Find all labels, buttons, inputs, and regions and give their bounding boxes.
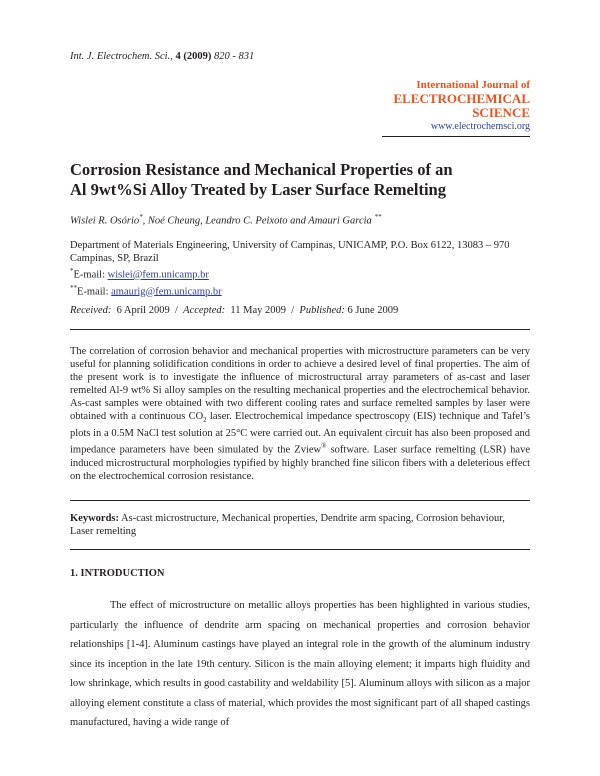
- keywords-bottom-rule: [70, 549, 530, 550]
- journal-divider: [382, 136, 530, 137]
- affiliation-address: Department of Materials Engineering, University of Campinas, UNICAMP, P.O. Box 6122, 13083 – 970 Campinas, SP, Brazil: [70, 240, 510, 264]
- email-link-1[interactable]: wislei@fem.unicamp.br: [107, 269, 209, 281]
- paper-title: Corrosion Resistance and Mechanical Properties of an Al 9wt%Si Alloy Treated by Laser Surface Remelting: [70, 160, 453, 199]
- journal-logo: [393, 78, 530, 132]
- corresponding-email-2: **E-mail: amaurig@fem.unicamp.br: [70, 283, 222, 297]
- corresponding-email-1: *E-mail: wislei@fem.unicamp.br: [70, 267, 209, 281]
- email-link-2[interactable]: amaurig@fem.unicamp.br: [111, 286, 222, 297]
- publication-dates: Received: 6 April 2009 / Accepted: 11 May 2009 / Published: 6 June 2009: [70, 305, 399, 316]
- journal-name-line2: ELECTROCHEMICAL: [393, 91, 530, 106]
- journal-name-line1: International Journal of: [416, 79, 530, 91]
- keywords: Keywords: As-cast microstructure, Mechanical properties, Dendrite arm spacing, Corrosion behaviour, Laser remelting: [70, 513, 505, 537]
- abstract-text: The correlation of corrosion behavior and mechanical properties with microstructure parameters can be very useful for planning solidification conditions in order to achieve a desired level of final properties. The aim of the present work is to investigate the influence of microstructural array parameters of as-cast and laser remelted Al-9 wt% Si alloy samples on the resulting mechanical properties and the electrochemical behavior. As-cast samples were obtained with two different cooling rates and surface remelted samples by laser were obtained with a continuous $CO_2$ laser. Electrochemical impedance spectroscopy (EIS) technique and Tafel’s plots in a 0.5M NaCl test solution at 25°C were carried out. An equivalent circuit has also been proposed and impedance parameters have been simulated by the Zview® software. Laser surface remelting (LSR) have induced microstructural morphologies typified by highly branched fine silicon fibers with a deleterious effect on the electrochemical corrosion resistance.: [70, 346, 530, 482]
- journal-name-line3: SCIENCE: [472, 105, 530, 120]
- affiliation-block: [70, 239, 540, 298]
- author-list: Wislei R. Osório*, Noé Cheung, Leandro C. Peixoto and Amauri Garcia **: [70, 213, 382, 227]
- section-heading: 1. INTRODUCTION: [70, 568, 165, 579]
- abstract-bottom-rule: [70, 500, 530, 501]
- introduction-paragraph: The effect of microstructure on metallic alloys properties has been highlighted in various studies, particularly the influence of dendrite arm spacing on mechanical properties and corrosion behavior relationships [1-4]. Aluminum castings have played an integral role in the growth of the aluminum industry since its inception in the late 19th century. Silicon is the main alloying element; it imparts high fluidity and low shrinkage, which results in good castability and weldability [5]. Aluminum alloys with silicon as a major alloying element constitute a class of material, which provides the most significant part of all shaped castings manufactured, having a wide range of: [70, 600, 530, 728]
- journal-url-link[interactable]: www.electrochemsci.org: [430, 121, 530, 132]
- journal-citation: Int. J. Electrochem. Sci., 4 (2009) 820 - 831: [70, 51, 255, 62]
- abstract-top-rule: [70, 329, 530, 330]
